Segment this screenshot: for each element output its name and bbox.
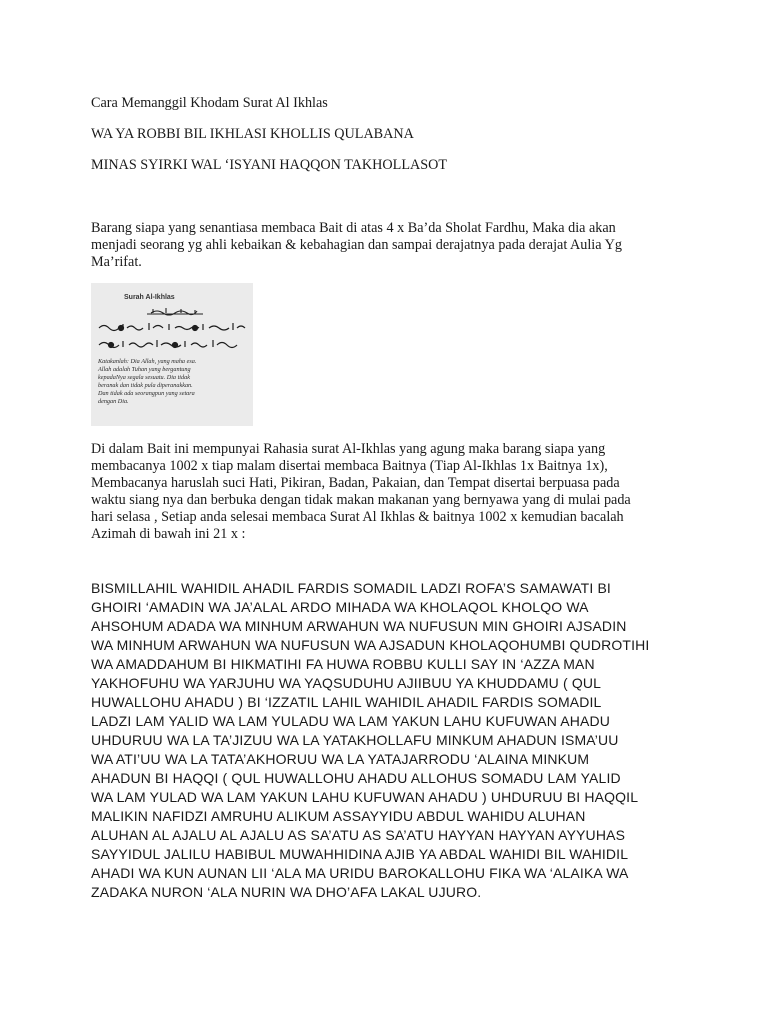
document-title: Cara Memanggil Khodam Surat Al Ikhlas bbox=[91, 95, 328, 111]
paragraph-line: Ma’rifat. bbox=[91, 254, 142, 270]
paragraph-line: Azimah di bawah ini 21 x : bbox=[91, 526, 246, 542]
intro-paragraph bbox=[91, 220, 671, 271]
azimah-line: WA AMADDAHUM BI HIKMATIHI FA HUWA ROBBU KULLI SAY IN ‘AZZA MAN bbox=[91, 656, 595, 672]
azimah-line: WA MINHUM ARWAHUN WA NUFUSUN WA AJSADUN KHOLAQOHUMBI QUDROTIHI bbox=[91, 637, 650, 653]
azimah-line: YAKHOFUHU WA YARJUHU WA YAQSUDUHU AJIIBUU YA KHUDDAMU ( QUL bbox=[91, 675, 602, 691]
azimah-line: GHOIRI ‘AMADIN WA JA’ALAL ARDO MIHADA WA KHOLAQOL KHOLQO WA bbox=[91, 599, 589, 615]
surah-al-ikhlas-image bbox=[91, 283, 253, 426]
paragraph-line: Membacanya haruslah suci Hati, Pikiran, Badan, Pakaian, dan Tempat disertai berpuasa pada bbox=[91, 475, 620, 491]
azimah-line: ZADAKA NURON ‘ALA NURIN WA DHO’AFA LAKAL UJURO. bbox=[91, 884, 482, 900]
paragraph-line: waktu siang nya dan berbuka dengan tidak makan makanan yang bernyawa yang di mulai pada bbox=[91, 492, 631, 508]
verse-line-1: WA YA ROBBI BIL IKHLASI KHOLLIS QULABANA bbox=[91, 126, 414, 142]
image-caption: Surah Al-Ikhlas bbox=[124, 294, 175, 301]
paragraph-line: menjadi seorang yg ahli kebaikan & kebahagian dan sampai derajatnya pada derajat Aulia Yg bbox=[91, 237, 622, 253]
azimah-line: ALUHAN AL AJALU AL AJALU AS SA’ATU AS SA’ATU HAYYAN HAYYAN AYYUHAS bbox=[91, 827, 626, 843]
translation-line: Katakanlah: Dia Allah, yang maha esa. bbox=[98, 358, 197, 365]
verse-line-2: MINAS SYIRKI WAL ‘ISYANI HAQQON TAKHOLLASOT bbox=[91, 157, 448, 173]
translation-line: dengan Dia. bbox=[98, 398, 129, 405]
azimah-line: WA ATI’UU WA LA TATA’AKHORUU WA LA YATAJARRODU ‘ALAINA MINKUM bbox=[91, 751, 590, 767]
azimah-line: AHADI WA KUN AUNAN LII ‘ALA MA URIDU BAROKALLOHU FIKA WA ‘ALAIKA WA bbox=[91, 865, 629, 881]
azimah-text bbox=[91, 579, 691, 902]
translation-line: beranak dan tidak pula diperanakkan. bbox=[98, 382, 193, 389]
paragraph-line: Barang siapa yang senantiasa membaca Bait di atas 4 x Ba’da Sholat Fardhu, Maka dia akan bbox=[91, 220, 616, 236]
translation-line: Dan tidak ada seorangpun yang setara bbox=[98, 390, 195, 397]
azimah-line: AHADUN BI HAQQI ( QUL HUWALLOHU AHADU ALLOHUS SOMADU LAM YALID bbox=[91, 770, 621, 786]
azimah-line: SAYYIDUL JALILU HABIBUL MUWAHHIDINA AJIB YA ABDAL WAHIDI BIL WAHIDIL bbox=[91, 846, 629, 862]
azimah-line: MALIKIN NAFIDZI AMRUHU ALIKUM ASSAYYIDU ABDUL WAHIDU ALUHAN bbox=[91, 808, 586, 824]
paragraph-line: hari selasa , Setiap anda selesai membaca Surat Al Ikhlas & baitnya 1002 x kemudian bacalah bbox=[91, 509, 624, 525]
azimah-line: UHDURUU WA LA TA’JIZUU WA LA YATAKHOLLAFU MINKUM AHADUN ISMA’UU bbox=[91, 732, 619, 748]
azimah-line: WA LAM YULAD WA LAM YAKUN LAHU KUFUWAN AHADU ) UHDURUU BI HAQQIL bbox=[91, 789, 639, 805]
translation-line: Allah adalah Tuhan yang bergantung bbox=[98, 366, 191, 373]
translation-line: kepadaNya segala sesuatu. Dia tidak bbox=[98, 374, 190, 381]
azimah-line: LADZI LAM YALID WA LAM YULADU WA LAM YAKUN LAHU KUFUWAN AHADU bbox=[91, 713, 610, 729]
paragraph-line: Di dalam Bait ini mempunyai Rahasia surat Al-Ikhlas yang agung maka barang siapa yang bbox=[91, 441, 606, 457]
azimah-line: AHSOHUM ADADA WA MINHUM ARWAHUN WA NUFUSUN MIN GHOIRI AJSADIN bbox=[91, 618, 627, 634]
azimah-line: BISMILLAHIL WAHIDIL AHADIL FARDIS SOMADIL LADZI ROFA’S SAMAWATI BI bbox=[91, 580, 611, 596]
paragraph-line: membacanya 1002 x tiap malam disertai membaca Baitnya (Tiap Al-Ikhlas 1x Baitnya 1x), bbox=[91, 458, 608, 474]
instructions-paragraph bbox=[91, 441, 671, 543]
azimah-line: HUWALLOHU AHADU ) BI ‘IZZATIL LAHIL WAHIDIL AHADIL FARDIS SOMADIL bbox=[91, 694, 602, 710]
